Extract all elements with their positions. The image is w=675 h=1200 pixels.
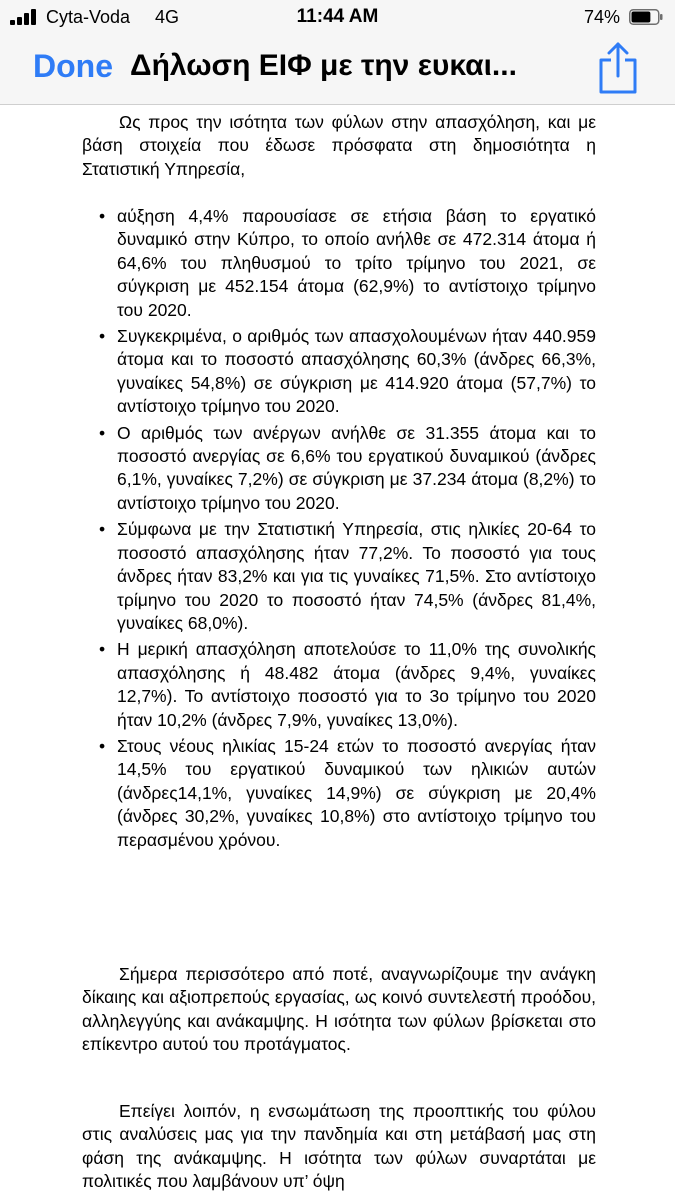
list-item [99,735,596,852]
bullet-icon: • [99,206,106,226]
bullet-icon: • [99,639,106,660]
body-paragraph: Επείγει λοιπόν, η ενσωμάτωση της προοπτικής του φύλου στις αναλύσεις μας για την πανδημία και στη μετάβασή μας στη φάση της ανάκαμψης. Η ισότητα των φύλων συναρτάται με πολιτικές που λαμβάνουν υπ’ όψη [82,1101,596,1192]
document-title: Δήλωση ΕΙΦ με την ευκαι... [130,49,517,82]
list-item-text: αύξηση 4,4% παρουσίασε σε ετήσια βάση το εργατικό δυναμικό στην Κύπρο, το οποίο ανήλθε σε 472.314 άτομα ή 64,6% του πληθυσμού το τρίτο τρίμηνο του 2021, σε σύγκριση με 452.154 άτομα (62,9%) το αντίστοιχο τρίμηνο του 2020. [117,206,596,320]
list-item [99,325,596,419]
done-button[interactable]: Done [33,48,113,84]
status-time: 11:44 AM [296,6,379,27]
statistics-bullet-list [0,205,675,852]
list-item-text: Ο αριθμός των ανέργων ανήλθε σε 31.355 άτομα και το ποσοστό ανεργίας σε 6,6% του εργατικού δυναμικού (άνδρες 6,1%, γυναίκες 7,2%) σε σύγκριση με 37.234 άτομα (8,2%) το αντίστοιχο τρίμηνο του 2020. [117,422,596,513]
battery-level-fill [632,12,651,23]
bullet-icon: • [99,326,106,347]
list-item-text: Στους νέους ηλικίας 15-24 ετών το ποσοστό ανεργίας ήταν 14,5% του εργατικού δυναμικού των ηλικιών αυτών (άνδρες14,1%, γυναίκες 14,9%) σε σύγκριση με 20,4% (άνδρες 30,2%, γυναίκες 10,8%) στο αντίστοιχο τρίμηνο του περασμένου χρόνου. [117,735,596,850]
share-icon[interactable] [596,40,640,96]
list-item-text: Συγκεκριμένα, ο αριθμός των απασχολουμένων ήταν 440.959 άτομα και το ποσοστό απασχόλησης 60,3% (άνδρες 66,3%, γυναίκες 54,8%) σε σύγκριση με 414.920 άτομα (57,7%) το αντίστοιχο τρίμηνο του 2020. [117,326,596,417]
list-item [99,422,596,516]
list-item-text: Η μερική απασχόληση αποτελούσε το 11,0% της συνολικής απασχόλησης ή 48.482 άτομα (άνδρες 9,4%, γυναίκες 12,7%). Το αντίστοιχο ποσοστό για το 3ο τρίμηνο του 2020 ήταν 10,2% (άνδρες 7,9%, γυναίκες 13,0%). [117,639,596,730]
list-item-text: Σύμφωνα με την Στατιστική Υπηρεσία, στις ηλικίες 20-64 το ποσοστό απασχόλησης ήταν 77,2%. Το ποσοστό για τους άνδρες ήταν 83,2% και για τις γυναίκες 71,5%. Στο αντίστοιχο τρίμηνο του 2020 το ποσοστό ήταν 74,5% (άνδρες 81,4%, γυναίκες 68,0%). [117,519,596,633]
body-paragraph: Σήμερα περισσότερο από ποτέ, αναγνωρίζουμε την ανάγκη δίκαιης και αξιοπρεπούς εργασίας, ως κοινό συντελεστή προόδου, αλληλεγγύης και ανάκαμψης. Η ισότητα των φύλων βρίσκεται στο επίκεντρο αυτού του προτάγματος. [82,964,596,1055]
bullet-icon: • [99,422,106,443]
list-item [99,205,596,322]
network-type: 4G [155,7,180,27]
bullet-icon: • [99,735,106,756]
carrier-name: Cyta-Voda [46,7,131,27]
battery-icon [629,9,663,25]
bullet-icon: • [99,519,106,540]
list-item [99,518,596,635]
intro-paragraph: Ως προς την ισότητα των φύλων στην απασχόληση, και με βάση στοιχεία που έδωσε πρόσφατα στη δημοσιότητα η Στατιστική Υπηρεσία, [82,112,596,179]
status-bar [0,0,675,36]
document-viewer[interactable] [0,105,675,1200]
battery-percent: 74% [583,7,620,27]
list-item [99,638,596,732]
navigation-bar [0,36,675,105]
